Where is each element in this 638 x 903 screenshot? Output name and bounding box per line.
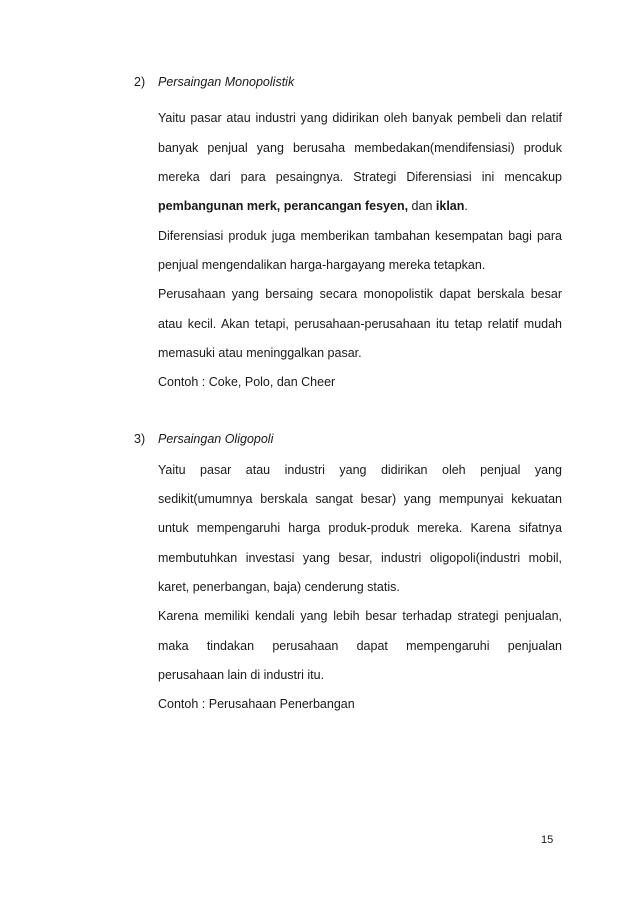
section-number: 2) [134,75,146,89]
connector-text: dan [408,199,436,213]
paragraph-line: untuk mempengaruhi harga produk-produk mereka. Karena sifatnya [158,521,562,535]
paragraph-line: Yaitu pasar atau industri yang didirikan oleh penjual yang [158,463,562,477]
section-heading-oligopoli [134,432,273,446]
example-line: Contoh : Coke, Polo, dan Cheer [158,375,336,389]
paragraph-line: memasuki atau meninggalkan pasar. [158,346,362,360]
paragraph-line: mereka dari para pesaingnya. Strategi Diferensiasi ini mencakup [158,170,562,184]
paragraph-line: penjual mengendalikan harga-hargayang mereka tetapkan. [158,258,486,272]
paragraph-line: membutuhkan investasi yang besar, industri oligopoli(industri mobil, [158,551,562,565]
page-number: 15 [541,834,554,846]
paragraph-line: perusahaan lain di industri itu. [158,668,325,682]
paragraph-line: Diferensiasi produk juga memberikan tambahan kesempatan bagi para [158,229,562,243]
paragraph-line: Karena memiliki kendali yang lebih besar terhadap strategi penjualan, [158,609,562,623]
paragraph-line: sedikit(umumnya berskala sangat besar) yang mempunyai kekuatan [158,492,562,506]
example-line: Contoh : Perusahaan Penerbangan [158,697,355,711]
section-title: Persaingan Monopolistik [158,75,295,89]
bold-text: iklan [435,199,465,213]
section-number: 3) [134,432,146,446]
section-title: Persaingan Oligopoli [158,432,274,446]
paragraph-line: karet, penerbangan, baja) cenderung statis. [158,580,400,594]
bold-text: pembangunan merk, perancangan fesyen, [158,199,409,213]
strategy-line [158,198,562,214]
paragraph-line: maka tindakan perusahaan dapat mempengaruhi penjualan [158,639,562,653]
paragraph-line: Yaitu pasar atau industri yang didirikan oleh banyak pembeli dan relatif [158,111,562,125]
paragraph-line: Perusahaan yang bersaing secara monopolistik dapat berskala besar [158,287,562,301]
paragraph-line: atau kecil. Akan tetapi, perusahaan-perusahaan itu tetap relatif mudah [158,317,562,331]
paragraph-line: banyak penjual yang berusaha membedakan(mendifensiasi) produk [158,141,562,155]
section-heading-monopolistik [134,75,294,89]
period-text: . [464,199,468,213]
